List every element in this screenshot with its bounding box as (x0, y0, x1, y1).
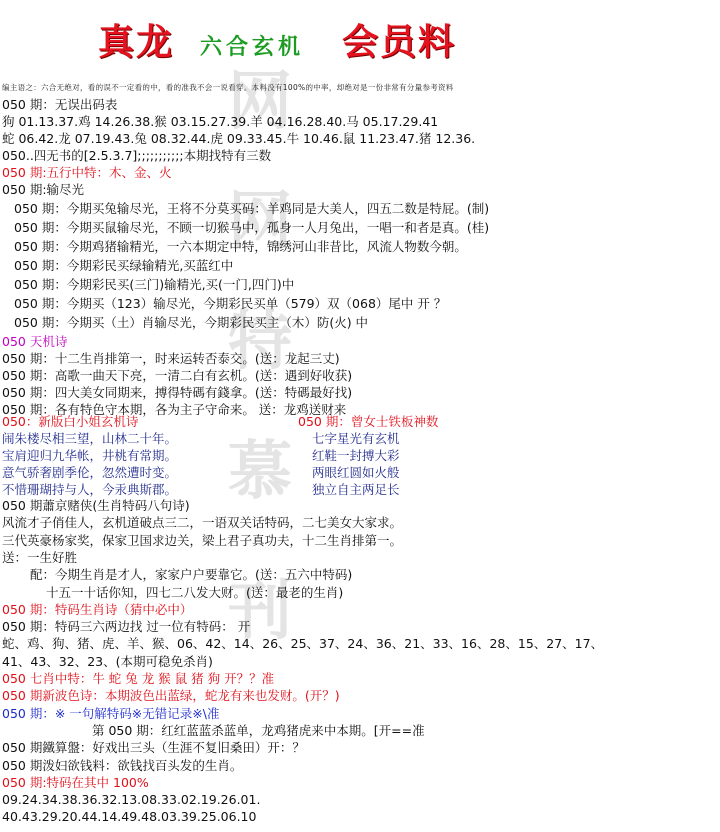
text-line: 风流才子俏佳人，玄机道破点三二，一语双关话特码，二七美女大家求。 (2, 515, 403, 531)
title-mid: 六合玄机 (200, 35, 305, 60)
text-line: 050 期：高歌一曲天下亮，一清二白有玄机。(送：遇到好收获) (2, 368, 353, 383)
text-line: 050 期：各有特色守本期，各为主子守命来。 送：龙鸡送财来 (2, 402, 347, 417)
text-line: 狗 01.13.37.鸡 14.26.38.猴 03.15.27.39.羊 04.16.28.40.马 05.17.29.41 (2, 114, 439, 129)
text-line: 050 期泼妇欲钱料：欲钱找百头发的生肖。 (2, 757, 243, 773)
text-line: 050 期:五行中特：木、金、火 (2, 165, 172, 180)
text-line: 配：今期生肖是才人，家家户户要靠它。(送：五六中特码) (30, 567, 353, 583)
poem-left-title: 050：新版白小姐玄机诗 (2, 414, 139, 429)
text-line: 050 期新波色诗：本期波色出蓝绿，蛇龙有来也发财。(开？) (2, 688, 340, 704)
watermark-char: 网 (228, 64, 292, 139)
text-line: 送：一生好胜 (2, 549, 78, 565)
text-line: 十五一十话你知，四七二八发大财。(送：最老的生肖) (46, 584, 344, 600)
watermark-char: 慕 (228, 434, 292, 509)
text-line: 050 期：十二生肖排第一，时来运转否泰交。(送：龙起三丈) (2, 351, 340, 366)
text-line: 41、43、32、23、(本期可稳免杀肖) (2, 653, 213, 669)
poem-right-line: 七字星光有玄机 (312, 431, 400, 446)
text-line: 050 期:特码在其中 100% (2, 774, 149, 790)
title-right: 会员料 (342, 22, 457, 63)
poem-right-line: 两眼红圆如火般 (312, 465, 400, 480)
text-line: 050 期：今期买兔输尽光，王将不分莫买码：羊鸡同是大美人，四五二数是特屁。(制) (14, 201, 490, 216)
text-line: 三代英豪杨家奖，保家卫国求边关，梁上君子真功夫，十二生肖排第一。 (2, 532, 403, 548)
text-line: 050 期：今期彩民买绿输精光,买蓝红中 (14, 258, 234, 273)
text-line: 050 期：※ 一句解特码※无错记录※\准 (2, 705, 220, 721)
header (0, 0, 720, 80)
text-line: 050 期鐵算盤：好戏出三头（生涯不复旧桑田）开：？ (2, 740, 305, 756)
text-line: 050 期:输尽光 (2, 182, 85, 197)
text-line: 050 期：特码三六两边找 过一位有特码： 开 (2, 619, 251, 635)
watermark-char: 特 (228, 304, 292, 379)
watermark-char: 刊 (228, 574, 292, 649)
text-line: 050 天机诗 (2, 334, 68, 349)
text-line: 050 期：今期买鼠输尽光，不顾一切猴马中，孤身一人月兔出，一唱一和者是真。(桂) (14, 220, 490, 235)
text-line: 050 期：今期彩民买(三门)输精光,买(一门,四门)中 (14, 277, 295, 292)
text-line: 050 七肖中特：牛 蛇 兔 龙 猴 鼠 猪 狗 开？？准 (2, 671, 275, 686)
text-line: 050 期：四大美女同期来，搏得特碼有錢拿。(送：特碼最好找) (2, 385, 353, 400)
text-line: 050 期：今期鸡猪输精光，一六本期定中特，锦绣河山非昔比，风流人物数今朝。 (14, 239, 467, 254)
text-line: 050 期蕭京赌侠(生肖特码八句诗) (2, 498, 190, 513)
text-line: 050 期：今期买（123）输尽光，今期彩民买单（579）双（068）尾中 开 ？ (14, 296, 447, 311)
poem-right-line: 红鞋一封搏大彩 (312, 448, 400, 463)
text-line: 蛇 06.42.龙 07.19.43.兔 08.32.44.虎 09.33.45.牛 10.46.鼠 11.23.47.猪 12.36. (2, 131, 476, 146)
text-line: 050..四无书的[2.5.3.7];;;;;;;;;;;本期找特有三数 (2, 148, 272, 163)
text-line: 蛇、鸡、狗、猪、虎、羊、猴、06、42、14、26、25、37、24、36、21、33、16、28、15、27、17、 (2, 636, 604, 652)
disclaimer: 编主语之：六合无绝对，看的误不一定看的中，看的准我不会一说看穿。本料没有100%的中率，却绝对是一份非常有分量参考资料 (2, 83, 454, 92)
title-left: 真龙 (98, 22, 175, 63)
poem-left-line: 不惜珊瑚持与人，今汞典斯郡。 (2, 482, 178, 497)
poem-right-title: 050 期：曾女士铁板神数 (298, 414, 439, 429)
text-line: 第 050 期：红红蓝蓝杀蓝单，龙鸡猪虎来中本期。[开==准 (92, 722, 425, 738)
poem-left-line: 意气骄奢剧季伦，忽然遭时变。 (2, 465, 178, 480)
text-line: 050 期：今期买（土）肖输尽光，今期彩民买主（木）防(火) 中 (14, 315, 369, 330)
text-line: 09.24.34.38.36.32.13.08.33.02.19.26.01. (2, 792, 261, 808)
poem-left-line: 宝肩迎归九华帐，井桃有常期。 (2, 448, 178, 463)
watermark-char: 网 (228, 184, 292, 259)
poem-right-line: 独立自主两足长 (312, 482, 400, 497)
text-line: 40.43.29.20.44.14.49.48.03.39.25.06.10 (2, 809, 257, 825)
text-line: 050 期：无误出码表 (2, 97, 118, 112)
poem-left-line: 闹朱楼尽相三望，山林二十年。 (2, 431, 178, 446)
text-line: 050 期：特码生肖诗（猜中必中） (2, 601, 193, 617)
